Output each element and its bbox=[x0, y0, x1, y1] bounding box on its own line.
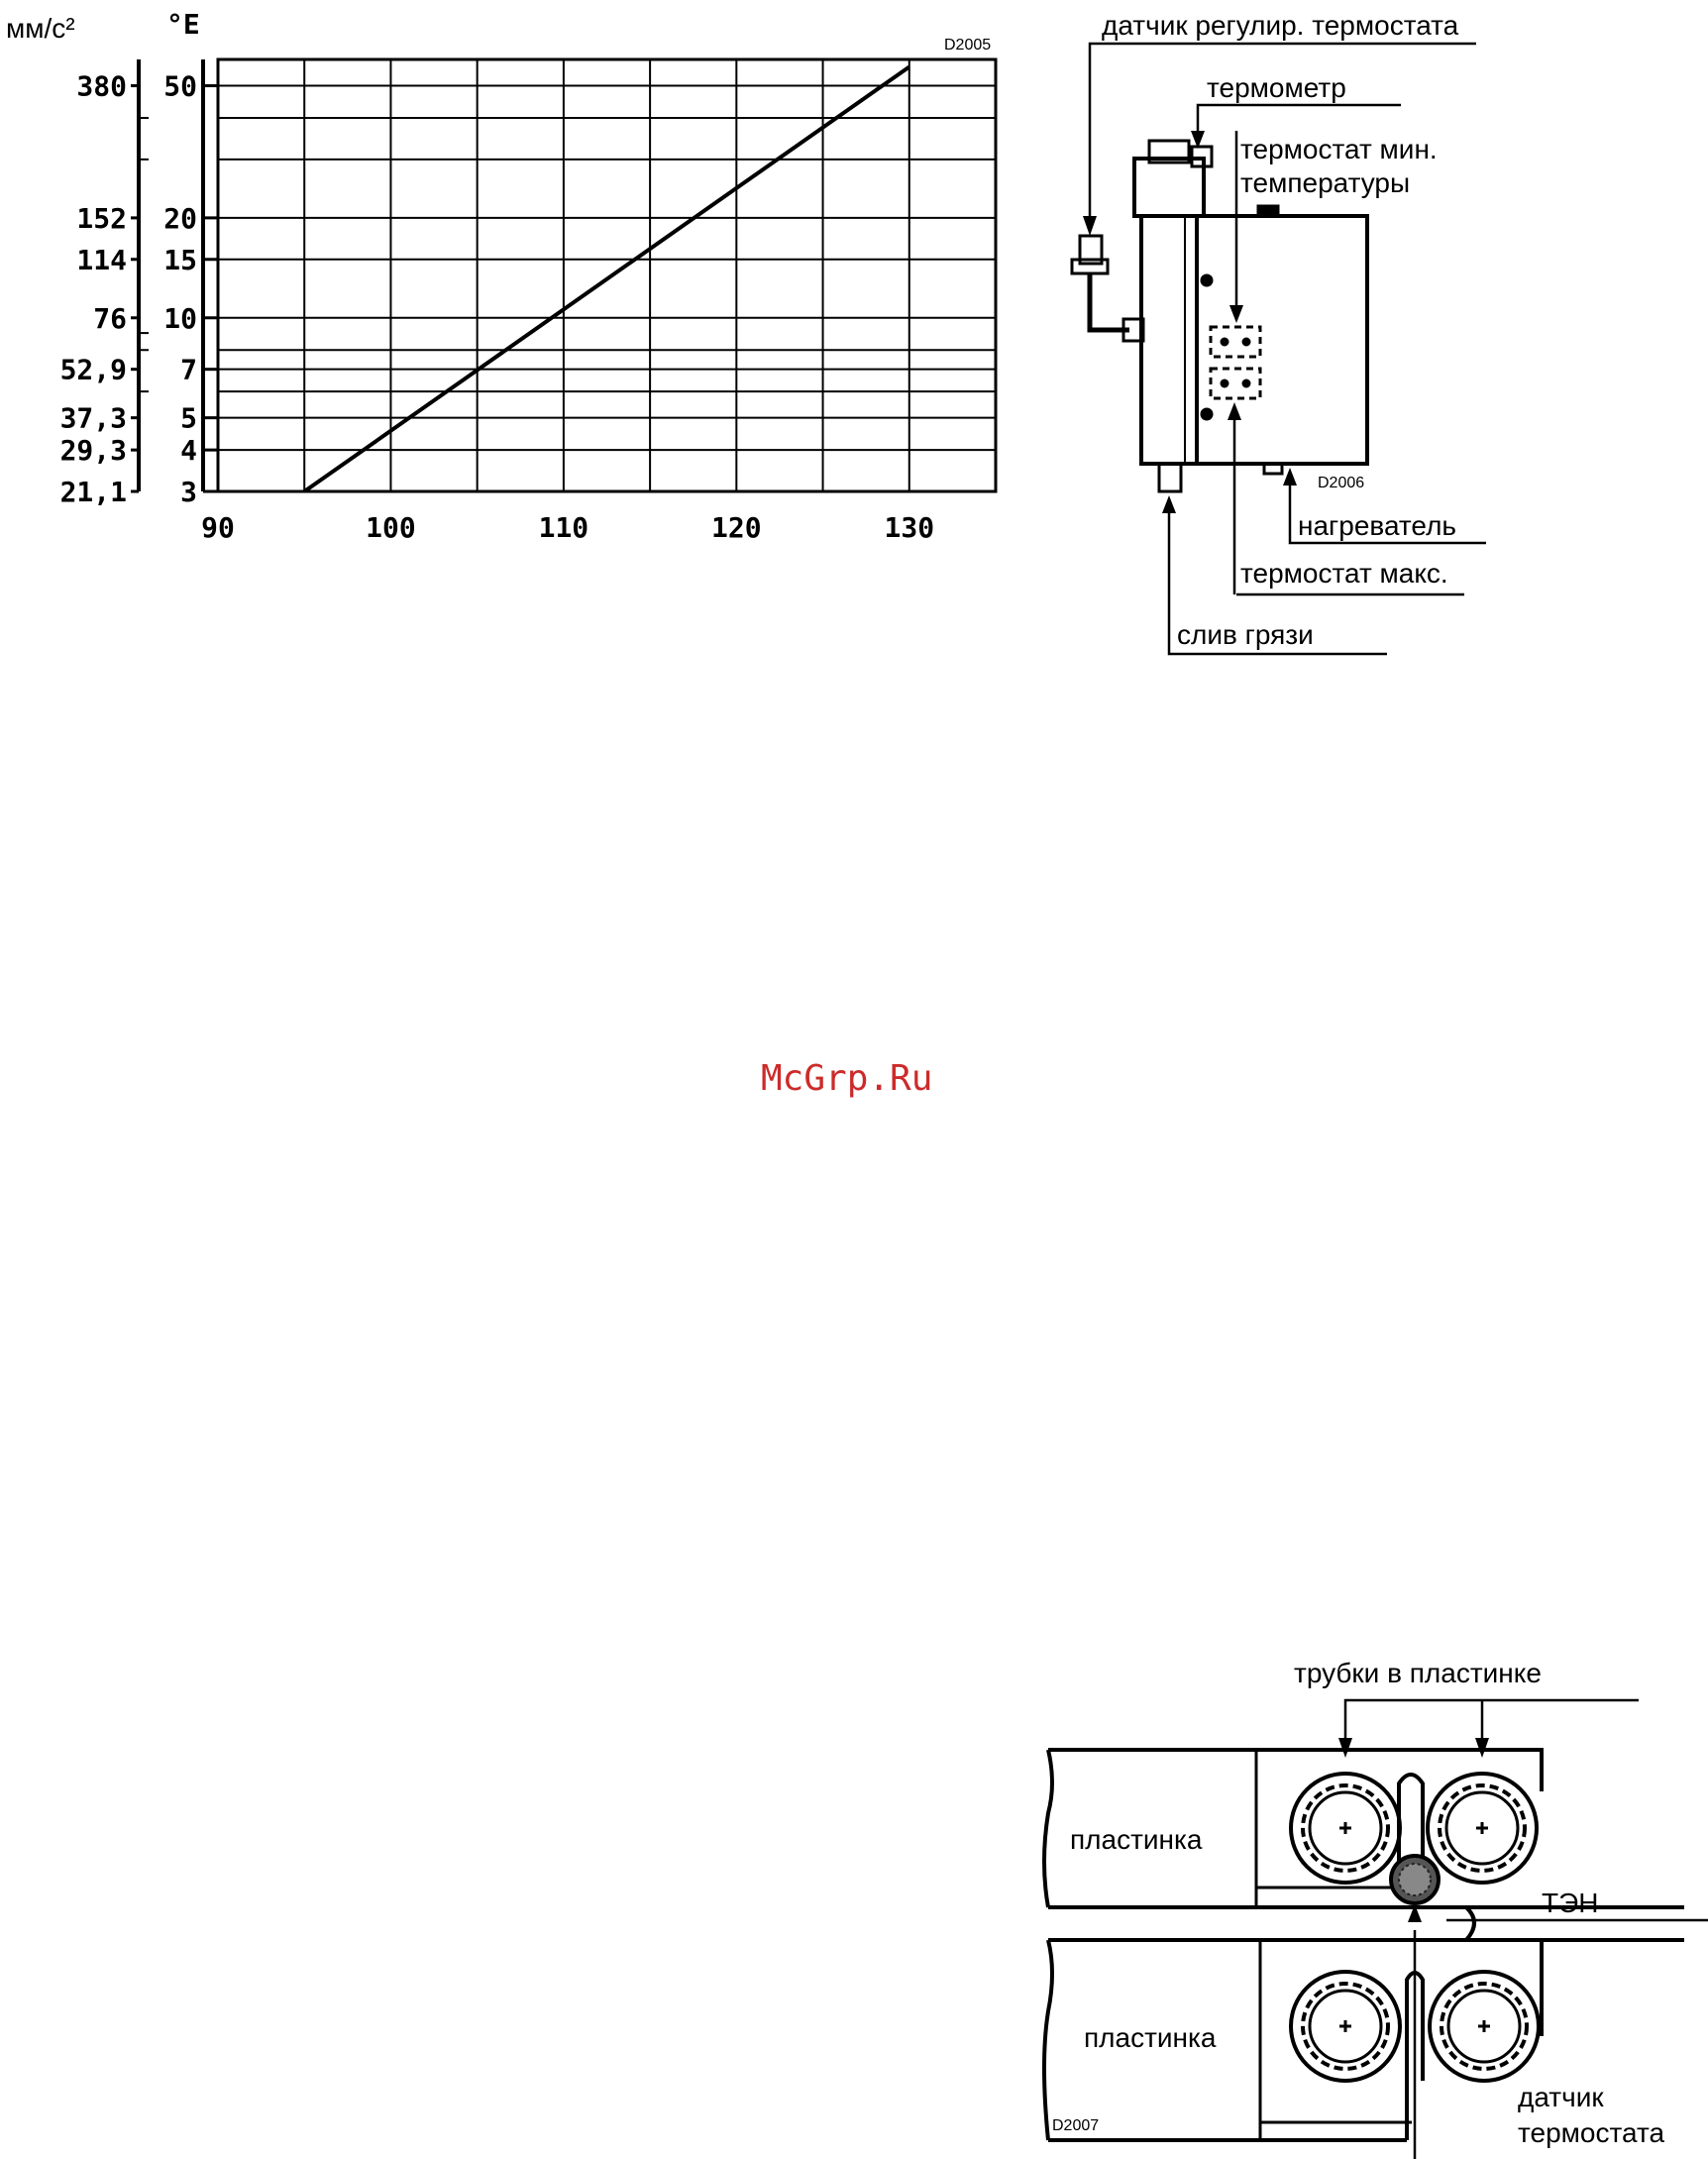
heater-column bbox=[1141, 216, 1197, 464]
viscosity-chart bbox=[6, 8, 996, 544]
label-plate-bottom: пластинка bbox=[1084, 2022, 1217, 2053]
chart-x-ticks bbox=[201, 511, 934, 544]
y-tick-label-e: 4 bbox=[180, 434, 197, 468]
thermostat-max bbox=[1211, 369, 1260, 398]
x-tick-label: 120 bbox=[711, 511, 762, 544]
plate-section-labels bbox=[1052, 1658, 1664, 2148]
label-heating-element: ТЭН bbox=[1542, 1888, 1599, 1918]
y-tick-label-e: 10 bbox=[163, 301, 197, 335]
label-thermostat-min-1: термостат мин. bbox=[1240, 134, 1438, 164]
label-drain: слив грязи bbox=[1177, 619, 1314, 650]
label-tubes: трубки в пластинке bbox=[1294, 1658, 1542, 1688]
chart-grid bbox=[218, 59, 996, 491]
diagram-top-code: D2006 bbox=[1318, 475, 1365, 491]
thermostat-min bbox=[1211, 327, 1260, 357]
label-sensor-2: термостата bbox=[1518, 2117, 1665, 2148]
watermark: McGrp.Ru bbox=[761, 1058, 933, 1099]
y-tick-label-e: 5 bbox=[180, 401, 197, 435]
plate-section-diagram bbox=[1044, 1700, 1708, 2159]
x-tick-label: 130 bbox=[884, 511, 935, 544]
viscosity-line bbox=[304, 66, 909, 491]
y-tick-label-mm: 114 bbox=[76, 243, 127, 276]
x-tick-label: 90 bbox=[201, 511, 235, 544]
tube-bottom-right bbox=[1430, 1972, 1539, 2081]
y-tick-label-e: 20 bbox=[163, 201, 197, 235]
y-tick-label-mm: 152 bbox=[76, 201, 127, 235]
x-tick-label: 100 bbox=[366, 511, 416, 544]
tube-bottom-left bbox=[1291, 1972, 1400, 2081]
y-axis-unit-mm: мм/с² bbox=[6, 13, 75, 44]
y-tick-label-e: 3 bbox=[180, 476, 197, 508]
diagram-bottom-code: D2007 bbox=[1052, 2117, 1100, 2134]
y-tick-label-e: 50 bbox=[163, 69, 197, 103]
y-tick-label-mm: 380 bbox=[76, 69, 127, 103]
y-tick-label-mm: 29,3 bbox=[59, 434, 127, 468]
label-sensor: датчик регулир. термостата bbox=[1102, 10, 1459, 41]
tube-top-left bbox=[1291, 1774, 1400, 1883]
y-tick-label-mm: 52,9 bbox=[59, 353, 127, 386]
drain-plug bbox=[1159, 464, 1181, 491]
label-thermostat-max: термостат макс. bbox=[1240, 558, 1448, 589]
y-tick-label-mm: 37,3 bbox=[59, 401, 127, 435]
y-tick-label-mm: 21,1 bbox=[59, 476, 127, 508]
chart-code: D2005 bbox=[944, 37, 992, 54]
label-thermometer: термометр bbox=[1207, 72, 1346, 103]
y-axis-unit-e: °E bbox=[166, 8, 200, 41]
label-thermostat-min-2: температуры bbox=[1240, 167, 1411, 198]
plot-frame bbox=[218, 59, 996, 491]
label-heater: нагреватель bbox=[1298, 510, 1456, 541]
tube-top-right bbox=[1428, 1774, 1537, 1883]
y-tick-label-e: 7 bbox=[180, 353, 197, 386]
label-plate-top: пластинка bbox=[1070, 1824, 1203, 1855]
y-tick-label-mm: 76 bbox=[93, 301, 127, 335]
label-sensor-1: датчик bbox=[1518, 2082, 1604, 2112]
x-tick-label: 110 bbox=[538, 511, 589, 544]
y-tick-label-e: 15 bbox=[163, 243, 197, 276]
